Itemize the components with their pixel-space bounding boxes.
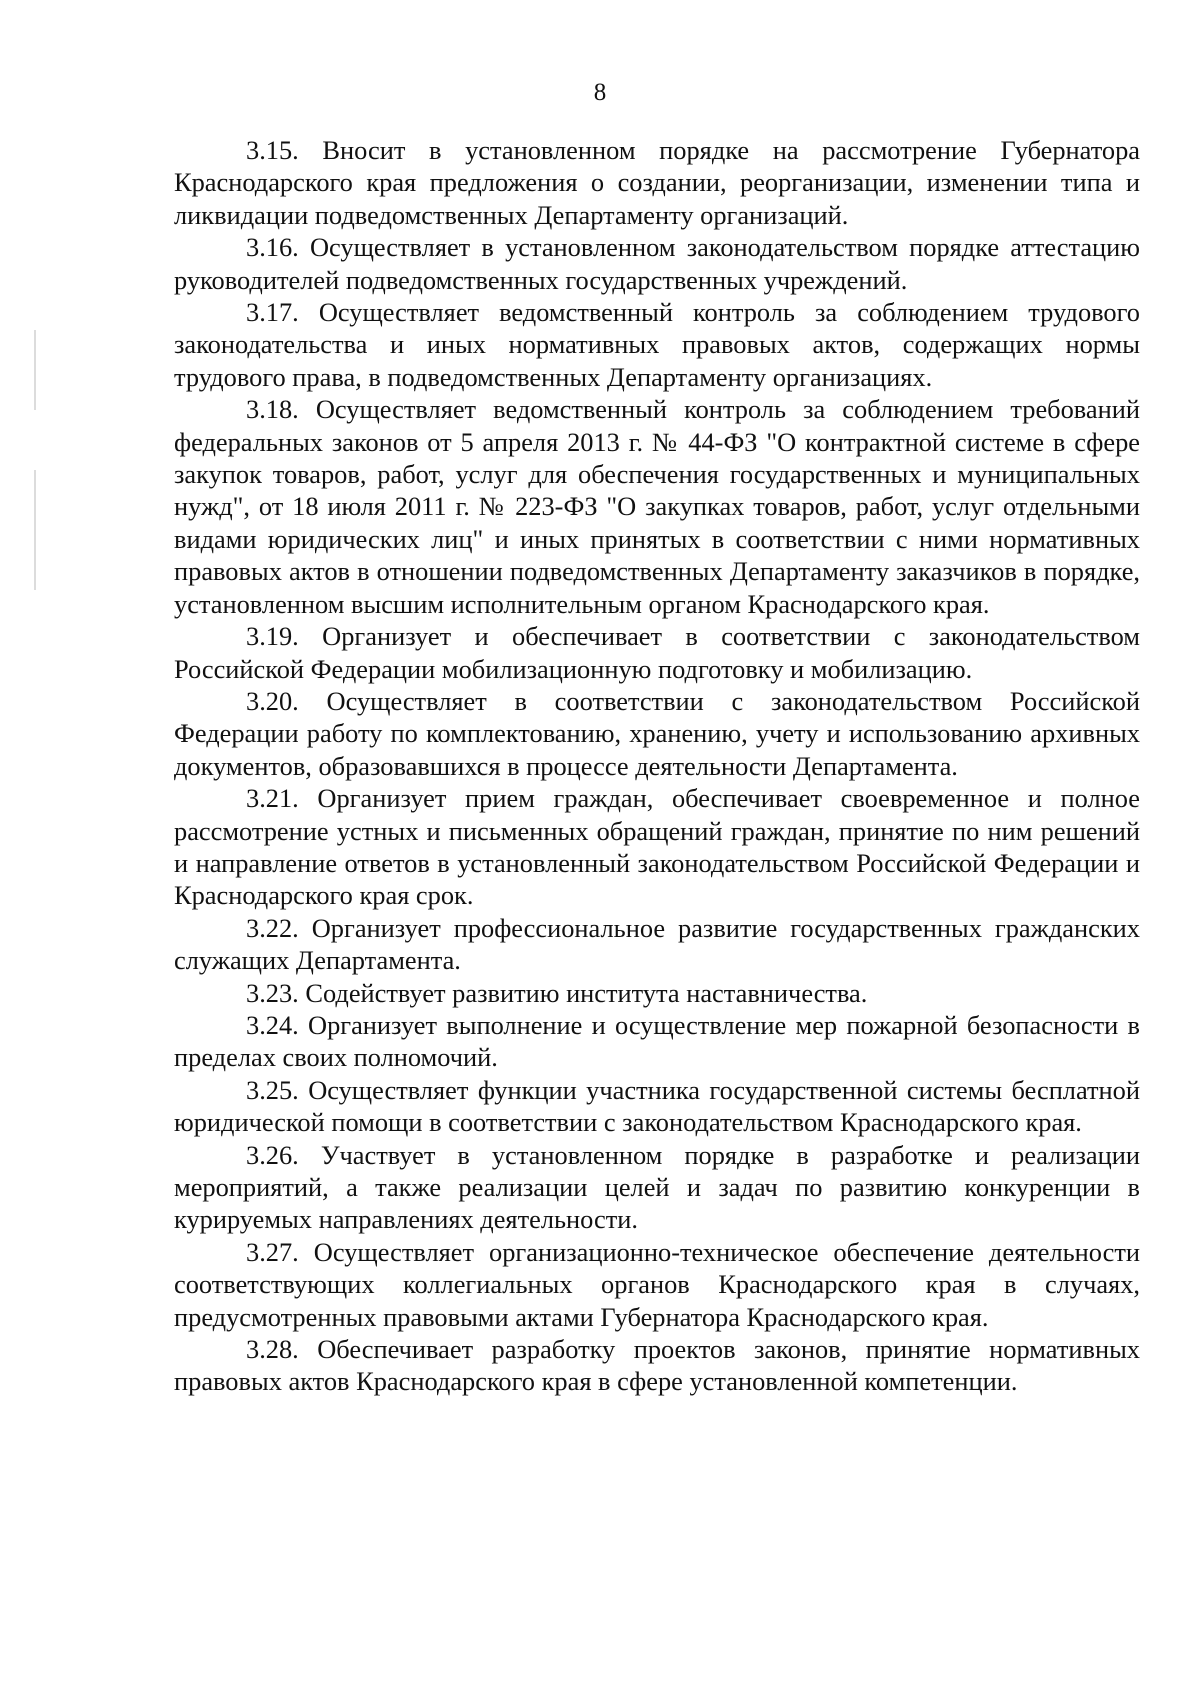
paragraph-3-25: 3.25. Осуществляет функции участника государственной системы бесплатной юридической помощи в соответствии с законодательством Краснодарского края. bbox=[174, 1074, 1140, 1138]
paragraph-3-27: 3.27. Осуществляет организационно-техническое обеспечение деятельности соответствующих коллегиальных органов Краснодарского края в случаях, предусмотренных правовыми актами Губернатора Краснодарского края. bbox=[174, 1236, 1140, 1332]
paragraph-3-24: 3.24. Организует выполнение и осуществление мер пожарной безопасности в пределах своих полномочий. bbox=[174, 1009, 1140, 1073]
paragraph-3-16: 3.16. Осуществляет в установленном законодательством порядке аттестацию руководителей подведомственных государственных учреждений. bbox=[174, 232, 1140, 295]
scan-edge-mark bbox=[34, 470, 36, 590]
paragraph-3-26: 3.26. Участвует в установленном порядке в разработке и реализации мероприятий, а также реализации целей и задач по развитию конкуренции в курируемых направлениях деятельности. bbox=[174, 1139, 1140, 1235]
paragraph-3-22: 3.22. Организует профессиональное развитие государственных гражданских служащих Департамента. bbox=[174, 912, 1140, 976]
paragraph-3-23: 3.23. Содействует развитию института наставничества. bbox=[246, 977, 868, 1008]
page-number: 8 bbox=[593, 79, 607, 106]
paragraph-3-28: 3.28. Обеспечивает разработку проектов законов, принятие нормативных правовых актов Краснодарского края в сфере установленной компетенции. bbox=[174, 1334, 1140, 1397]
paragraph-3-17: 3.17. Осуществляет ведомственный контроль за соблюдением трудового законодательства и иных нормативных правовых актов, содержащих нормы трудового права, в подведомственных Департаменту организациях. bbox=[174, 297, 1140, 392]
paragraph-3-15: 3.15. Вносит в установленном порядке на рассмотрение Губернатора Краснодарского края предложения о создании, реорганизации, изменении типа и ликвидации подведомственных Департаменту организаций. bbox=[174, 135, 1140, 230]
paragraph-3-20: 3.20. Осуществляет в соответствии с законодательством Российской Федерации работу по комплектованию, хранению, учету и использованию архивных документов, образовавшихся в процессе деятельности Департамента. bbox=[174, 685, 1140, 781]
paragraph-3-19: 3.19. Организует и обеспечивает в соответствии с законодательством Российской Федерации мобилизационную подготовку и мобилизацию. bbox=[174, 621, 1140, 684]
scan-edge-mark bbox=[34, 330, 36, 410]
paragraph-3-21: 3.21. Организует прием граждан, обеспечивает своевременное и полное рассмотрение устных и письменных обращений граждан, принятие по ним решений и направление ответов в установленный законодательством Российской Федерации и Краснодарского края срок. bbox=[174, 783, 1140, 911]
document-body bbox=[174, 134, 1140, 1398]
paragraph-3-18: 3.18. Осуществляет ведомственный контроль за соблюдением требований федеральных законов от 5 апреля 2013 г. № 44-ФЗ "О контрактной системе в сфере закупок товаров, работ, услуг для обеспечения государственных и муниципальных нужд", от 18 июля 2011 г. № 223-ФЗ "О закупках товаров, работ, услуг отдельными видами юридических лиц" и иных принятых в соответствии с ними нормативных правовых актов в отношении подведомственных Департаменту заказчиков в порядке, установленном высшим исполнительным органом Краснодарского края. bbox=[174, 394, 1140, 619]
